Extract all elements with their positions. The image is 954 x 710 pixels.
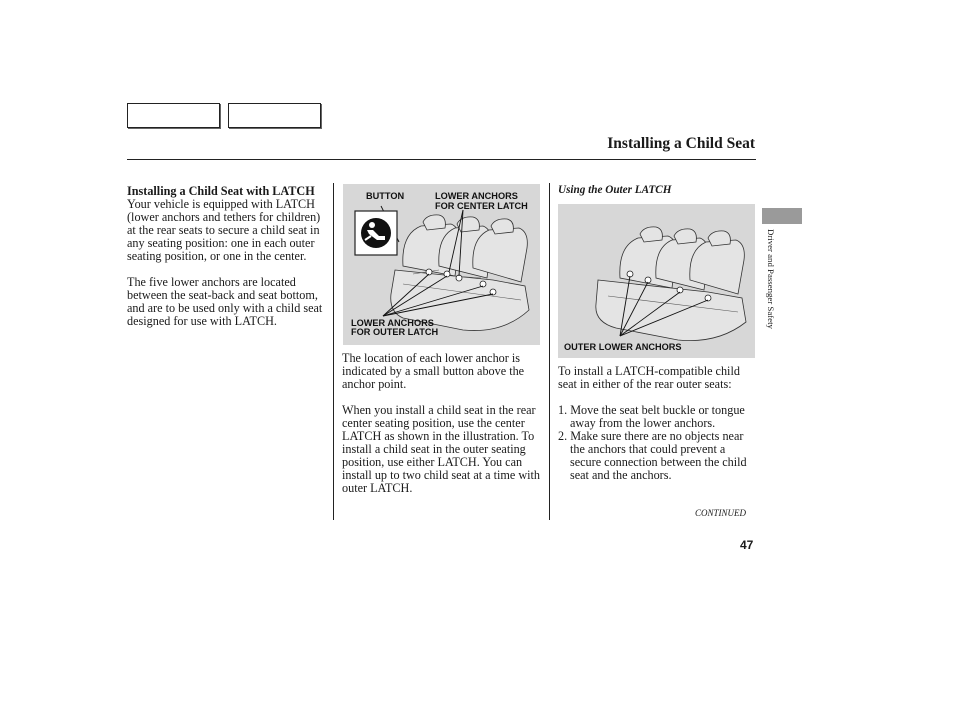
- column-2-text: [342, 352, 542, 508]
- label-center-anchors-line2: FOR CENTER LATCH: [435, 201, 528, 211]
- rear-seat-diagram-outer: [558, 204, 755, 358]
- nav-button-previous[interactable]: [127, 103, 220, 128]
- label-outer-anchors-line1: LOWER ANCHORS: [351, 318, 434, 328]
- section-tab: [762, 208, 802, 224]
- label-outer-anchors-line2: FOR OUTER LATCH: [351, 327, 439, 337]
- label-center-anchors-line1: LOWER ANCHORS: [435, 191, 518, 201]
- section-heading: Installing a Child Seat with LATCH: [127, 184, 315, 198]
- latch-symbol-icon: [355, 211, 397, 255]
- paragraph: The location of each lower anchor is indicated by a small button above the anchor point.: [342, 351, 525, 391]
- list-item: 2. Make sure there are no objects near the anchors that could prevent a secure connection between the child seat and the anchors.: [558, 429, 747, 482]
- paragraph: Your vehicle is equipped with LATCH (lower anchors and tethers for children) at the rear seats to secure a child seat in any seating position: one in each outer seating position, or one in the center.: [127, 197, 321, 263]
- continued-note: CONTINUED: [695, 508, 747, 518]
- title-rule: [127, 159, 756, 160]
- center-latch-illustration: [343, 184, 540, 345]
- label-outer-lower-anchors: OUTER LOWER ANCHORS: [564, 342, 682, 352]
- column-1: [127, 185, 325, 341]
- paragraph: When you install a child seat in the rear center seating position, use the center LATCH as shown in the illustration. To install a child seat in the outer seating position, use either LATCH. You can install up to two child seat at a time with outer LATCH.: [342, 403, 541, 495]
- page-title: Installing a Child Seat: [607, 135, 755, 152]
- column-3-text: [558, 365, 756, 482]
- paragraph: To install a LATCH-compatible child seat in either of the rear outer seats:: [558, 364, 740, 391]
- paragraph: The five lower anchors are located between the seat-back and seat bottom, and are to be used only with a child seat designed for use with LATCH.: [127, 275, 323, 328]
- subheading: Using the Outer LATCH: [558, 184, 672, 196]
- steps-list: [558, 404, 756, 482]
- column-divider-2: [549, 183, 550, 520]
- nav-button-next[interactable]: [228, 103, 321, 128]
- list-item: 1. Move the seat belt buckle or tongue away from the lower anchors.: [558, 403, 745, 430]
- page-number: 47: [740, 538, 754, 552]
- column-divider-1: [333, 183, 334, 520]
- section-side-label: Driver and Passenger Safety: [766, 229, 776, 329]
- outer-latch-illustration: [558, 204, 755, 358]
- label-button: BUTTON: [366, 191, 405, 201]
